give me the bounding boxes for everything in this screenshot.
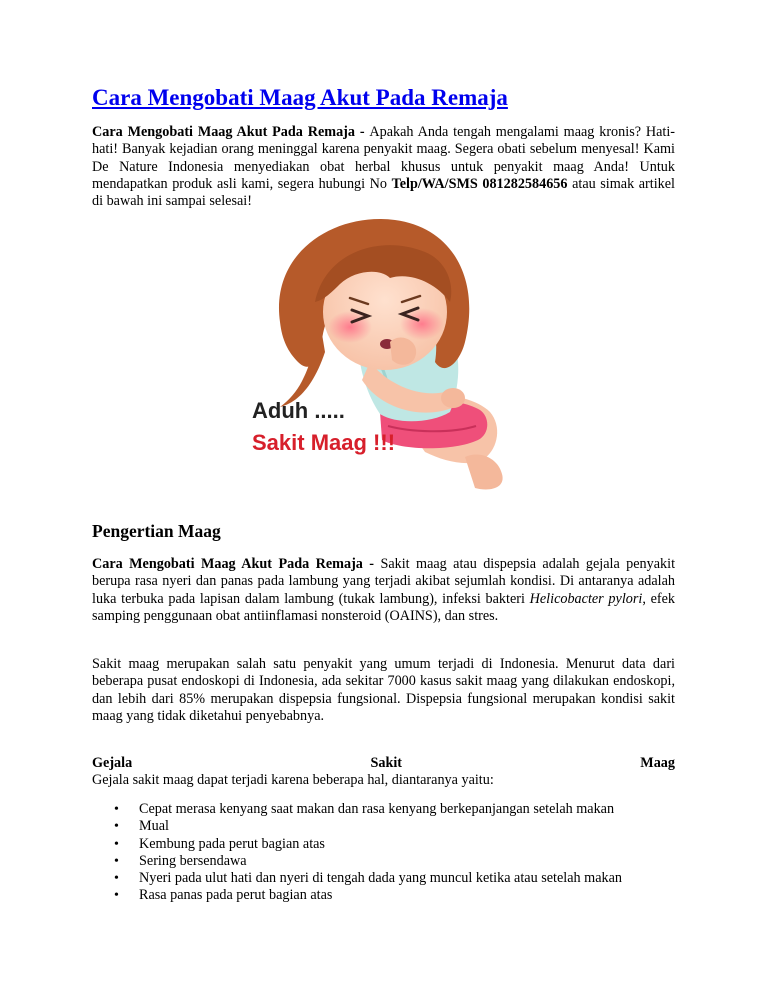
intro-text: Apakah Anda tengah mengalami maag kronis? Hati-hati! Banyak kejadian orang meninggal karena penyakit maag. Segera obati sebelum menyesal! Kami De Nature Indonesia menyediakan obat herbal khusus untuk penyakit maag Anda! Untuk mendapatkan produk asli kami, segera hubungi No (92, 124, 675, 192)
list-item: • Mual (92, 818, 692, 835)
heading-word: Gejala (92, 755, 133, 771)
definition-text-a: Sakit maag atau dispepsia adalah gejala penyakit berupa rasa nyeri dan panas pada lambung yang terjadi akibat sejumlah kondisi. Di antaranya adalah luka terbuka pada lapisan dalam lambung (tukak lambung), infeksi bakteri (92, 556, 676, 607)
caption-line-2: Sakit Maag !!! (252, 430, 396, 455)
caption-line-1: Aduh ..... (252, 398, 345, 423)
list-item: • Rasa panas pada perut bagian atas (92, 887, 692, 904)
section-heading-gejala (92, 755, 675, 772)
contact-number: Telp/WA/SMS 081282584656 (391, 175, 568, 192)
definition-text-b: , efek samping penggunaan obat antiinflamasi nonsteroid (OAINS), dan stres. (92, 590, 676, 624)
girl-stomachache-illustration (240, 212, 530, 492)
list-item: • Nyeri pada ulut hati dan nyeri di tengah dada yang muncul ketika atau setelah makan (92, 870, 692, 887)
heading-word: Sakit (370, 755, 403, 771)
bacteria-name: Helicobacter pylori (529, 590, 643, 607)
list-item: • Sering bersendawa (92, 853, 692, 870)
symptoms-intro: Gejala sakit maag dapat terjadi karena beberapa hal, diantaranya yaitu: (92, 772, 494, 788)
heading-word: Maag (640, 755, 675, 771)
intro-tail: atau simak artikel di bawah ini sampai selesai! (92, 175, 675, 210)
definition-lead: Cara Mengobati Maag Akut Pada Remaja - (92, 556, 381, 572)
list-item: • Kembung pada perut bagian atas (92, 836, 692, 853)
intro-paragraph (92, 124, 675, 210)
definition-paragraph (92, 556, 675, 625)
symptom-list (92, 801, 692, 905)
article-title-link[interactable]: Cara Mengobati Maag Akut Pada Remaja (92, 85, 508, 110)
section-heading-pengertian: Pengertian Maag (92, 521, 221, 541)
intro-lead: Cara Mengobati Maag Akut Pada Remaja - (92, 124, 370, 140)
list-item: • Cepat merasa kenyang saat makan dan rasa kenyang berkepanjangan setelah makan (92, 801, 692, 818)
statistics-paragraph: Sakit maag merupakan salah satu penyakit yang umum terjadi di Indonesia. Menurut data dari beberapa pusat endoskopi di Indonesia, ada sekitar 7000 kasus sakit maag yang dilakukan endoskopi, dan lebih dari 85% merupakan dispepsia fungsional. Dispepsia fungsional merupakan kondisi sakit maag yang tidak diketahui penyebabnya. (92, 656, 675, 724)
